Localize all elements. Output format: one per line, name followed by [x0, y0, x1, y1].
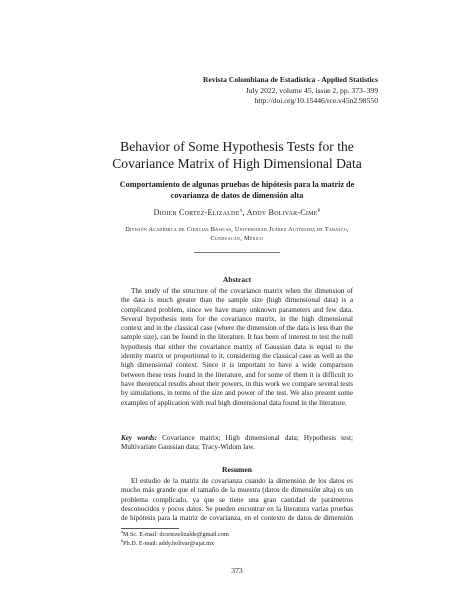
- resumen-text: El estudio de la matriz de covarianza cuando la dimensión de los datos es mucho más grande que el tamaño de la muestra (datos de dimensión alta) es un problema complicado, ya que se tiene una gran cantidad de parámetros desconocidos y pocos datos. Se pueden encontrar en la literatura varias pruebas de hipótesis para la matriz de covarianza, en el contexto de datos de dimensión: [121, 477, 353, 523]
- affiliation-line-1: División Académica de Ciencias Básicas, Universidad Juárez Autónoma de Tabasco,: [125, 226, 349, 233]
- paper-title: [60, 139, 414, 172]
- author-list: [60, 208, 414, 217]
- header-divider: [194, 252, 280, 253]
- resumen-heading: Resumen: [222, 465, 252, 474]
- footnote-1-mark: a: [121, 528, 123, 534]
- footnote-2-mark: b: [121, 537, 124, 543]
- affiliation-line-2: Cunduacán, México: [210, 234, 264, 242]
- author-2-mark: b: [317, 207, 321, 214]
- abstract-heading: Abstract: [222, 275, 252, 284]
- footnote-1: [121, 528, 361, 539]
- footnote-1-text: M.Sc. E-mail: dcortezelizalde@gmail.com: [122, 531, 229, 538]
- title-line-1: Behavior of Some Hypothesis Tests for the: [120, 139, 354, 154]
- author-2: Addy Bolivar-Cime: [246, 208, 318, 217]
- subtitle-line-1: Comportamiento de algunas pruebas de hipótesis para la matriz de: [119, 180, 355, 189]
- author-separator: ,: [242, 208, 247, 217]
- journal-name: Revista Colombiana de Estadística - Applied Statistics: [202, 75, 378, 84]
- journal-header: [203, 75, 378, 107]
- journal-doi[interactable]: http://doi.org/10.15446/rce.v45n2.98550: [254, 96, 378, 106]
- footnote-2-text: Ph.D. E-mail: addy.bolivar@ujat.mx: [123, 540, 215, 547]
- author-1-mark: a: [239, 207, 243, 214]
- footnote-divider: [121, 528, 179, 529]
- page-number: 373: [231, 566, 243, 575]
- journal-issue: July 2022, volume 45, issue 2, pp. 373–399: [245, 85, 378, 95]
- keywords-list: Covariance matrix; High dimensional data; Hypothesis test; Multivariate Gaussian data; Tracy-Widom law.: [121, 434, 353, 452]
- author-1: Didier Cortez-Elizalde: [153, 208, 240, 217]
- affiliation: [95, 226, 379, 244]
- footnote-2: [121, 537, 361, 548]
- subtitle-line-2: covarianza de datos de dimensión alta: [170, 190, 304, 200]
- abstract-text: The study of the structure of the covariance matrix when the dimension of the data is much greater than the sample size (high dimensional data) is a complicated problem, since we have many unknown parameters and few data. Several hypothesis tests for the covariance matrix, in the high dimensional context and in the classical case (where the dimension of the data is less than the sample size), can be found in the literature. It has been of interest to test the null hypothesis that either the covariance matrix of Gaussian data is equal to the identity matrix or proportional to it, considering the classical case as well as the high dimensional context. Since it is important to have a wide comparison between these tests found in the literature, and for some of them it is difficult to have theoretical results about their powers, in this work we compare several tests by simulations, in terms of the size and power of the test. We also present some examples of application with real high dimensional data found in the literature.: [121, 287, 353, 407]
- paper-subtitle: [80, 180, 394, 201]
- keywords-label: Key words:: [121, 434, 158, 442]
- keywords: [121, 434, 353, 453]
- title-line-2: Covariance Matrix of High Dimensional Data: [112, 155, 362, 171]
